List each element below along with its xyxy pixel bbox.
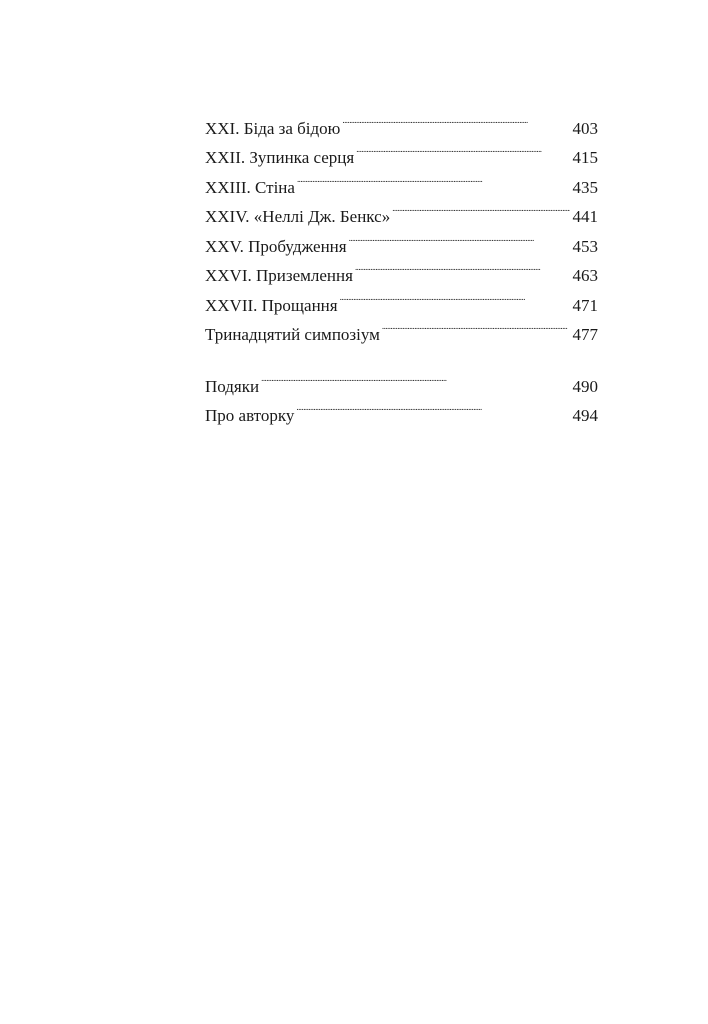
toc-entry-title: Про авторку [205,406,295,425]
toc-section-chapters [205,104,598,344]
toc-entry-title: XXII. Зупинка серця [205,148,355,167]
toc-dot-leader [382,311,570,341]
toc-entry-page: 490 [572,376,598,396]
toc-entry[interactable] [205,362,598,396]
toc-entry-title: Подяки [205,376,260,396]
toc-section-backmatter [205,362,598,425]
toc-entry-title: XXV. Пробудження [205,236,347,256]
toc-entry-page: 463 [572,266,598,285]
table-of-contents [205,104,598,425]
toc-dot-leader [297,163,570,193]
toc-entry[interactable] [205,104,598,138]
toc-entry-page: 441 [572,207,598,226]
toc-entry-page: 471 [572,295,598,315]
toc-dot-leader [356,134,569,164]
toc-entry-title: XXIV. «Неллі Дж. Бенкс» [205,207,391,226]
toc-dot-leader [355,252,570,282]
toc-entry-title: XXVII. Прощання [205,295,338,315]
toc-entry-page: 494 [572,406,598,425]
toc-dot-leader [342,104,569,134]
toc-entry-title: XXI. Біда за бідою [205,118,341,138]
toc-dot-leader [340,281,570,311]
toc-dot-leader [296,392,569,422]
toc-dot-leader [392,193,569,223]
toc-dot-leader [261,362,569,392]
toc-dot-leader [349,222,570,252]
toc-entry-page: 403 [572,118,598,138]
toc-entry-title: XXVI. Приземлення [205,266,353,285]
toc-entry[interactable] [205,392,598,425]
toc-entry-title: XXIII. Стіна [205,177,295,197]
toc-entry-title: Тринадцятий симпозіум [205,325,380,344]
toc-entry-page: 435 [572,177,598,197]
toc-entry-page: 453 [572,236,598,256]
toc-entry-page: 415 [572,148,598,167]
toc-entry-page: 477 [572,325,598,344]
